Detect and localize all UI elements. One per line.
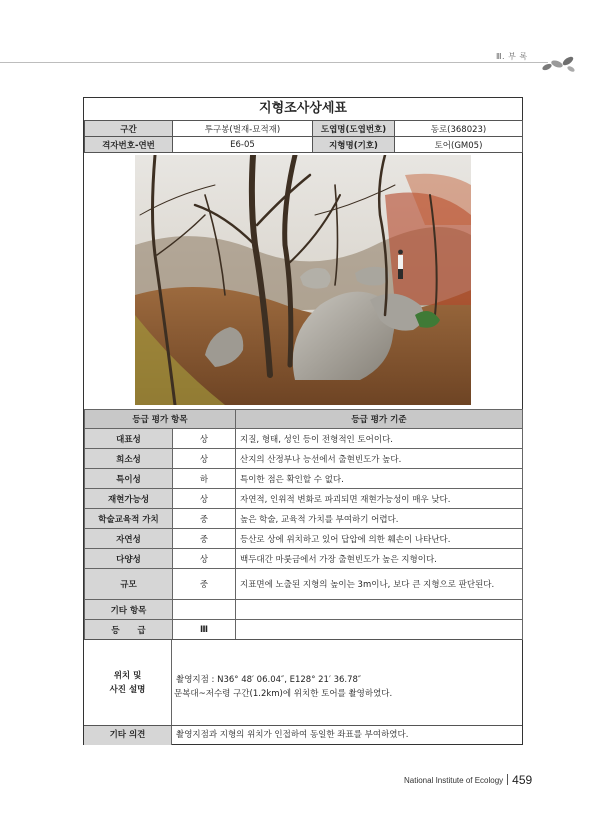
value-landform-name: 토어(GM05)	[395, 137, 523, 153]
criteria-basis	[236, 620, 523, 640]
criteria-row-grade	[85, 620, 523, 640]
location-label	[84, 640, 172, 726]
footer-divider	[507, 774, 508, 785]
criteria-basis: 백두대간 마룻금에서 가장 출현빈도가 높은 지형이다.	[236, 549, 523, 569]
info-row-1	[85, 121, 523, 137]
location-description: 문복대~저수령 구간(1.2km)에 위치한 토어를 촬영하였다.	[174, 689, 393, 699]
criteria-item: 특이성	[85, 469, 173, 489]
location-label-line2: 사진 설명	[109, 685, 146, 695]
criteria-row	[85, 449, 523, 469]
header-basis: 등급 평가 기준	[236, 410, 523, 429]
criteria-item: 학술교육적 가치	[85, 509, 173, 529]
label-map-sheet: 도엽명(도엽번호)	[313, 121, 395, 137]
location-section	[84, 639, 522, 726]
criteria-row	[85, 429, 523, 449]
criteria-grade: 상	[173, 449, 236, 469]
criteria-row	[85, 549, 523, 569]
criteria-grade: 상	[173, 429, 236, 449]
grade-value: Ⅲ	[173, 620, 236, 640]
criteria-grade: 상	[173, 489, 236, 509]
criteria-row	[85, 529, 523, 549]
criteria-basis: 자연적, 인위적 변화로 파괴되면 재현가능성이 매우 낮다.	[236, 489, 523, 509]
criteria-item: 자연성	[85, 529, 173, 549]
criteria-basis	[236, 600, 523, 620]
label-grid-number: 격자번호-연번	[85, 137, 173, 153]
criteria-basis: 등산로 상에 위치하고 있어 답압에 의한 훼손이 나타난다.	[236, 529, 523, 549]
label-section: 구간	[85, 121, 173, 137]
landform-photo	[135, 155, 471, 405]
criteria-row	[85, 489, 523, 509]
value-grid-number: E6-05	[173, 137, 313, 153]
survey-sheet	[83, 97, 523, 745]
footer-org: National Institute of Ecology	[404, 776, 504, 785]
criteria-grade: 하	[173, 469, 236, 489]
criteria-item: 다양성	[85, 549, 173, 569]
photo-area	[84, 151, 522, 410]
label-landform-name: 지형명(기호)	[313, 137, 395, 153]
opinion-value: 촬영지점과 지형의 위치가 인접하여 동일한 좌표를 부여하였다.	[176, 730, 409, 740]
criteria-item: 희소성	[85, 449, 173, 469]
criteria-grade: 중	[173, 529, 236, 549]
grade-label: 등 급	[85, 620, 173, 640]
header-rule	[0, 62, 548, 63]
criteria-row	[85, 600, 523, 620]
criteria-item: 대표성	[85, 429, 173, 449]
sheet-title: 지형조사상세표	[84, 98, 522, 121]
criteria-grade: 중	[173, 569, 236, 600]
criteria-basis: 지표면에 노출된 지형의 높이는 3m이나, 보다 큰 지형으로 판단된다.	[236, 569, 523, 600]
criteria-basis: 산지의 산정부나 능선에서 출현빈도가 높다.	[236, 449, 523, 469]
criteria-row	[85, 469, 523, 489]
criteria-row	[85, 569, 523, 600]
section-label: Ⅲ. 부 록	[496, 52, 528, 61]
criteria-header	[85, 410, 523, 429]
criteria-item: 재현가능성	[85, 489, 173, 509]
header-item: 등급 평가 항목	[85, 410, 236, 429]
value-section: 투구봉(벌재-묘적재)	[173, 121, 313, 137]
leaf-ornament-icon	[538, 52, 578, 76]
criteria-item: 규모	[85, 569, 173, 600]
location-label-line1: 위치 및	[113, 671, 142, 681]
location-coordinates: 촬영지점 : N36° 48′ 06.04″, E128° 21′ 36.78″	[176, 675, 362, 685]
page-number: 459	[512, 773, 533, 787]
criteria-grade: 상	[173, 549, 236, 569]
criteria-row	[85, 509, 523, 529]
value-map-sheet: 동로(368023)	[395, 121, 523, 137]
page-footer	[404, 773, 532, 787]
criteria-grade	[173, 600, 236, 620]
opinion-section	[84, 725, 522, 745]
criteria-table	[84, 409, 523, 640]
opinion-label: 기타 의견	[84, 726, 172, 745]
criteria-basis: 높은 학술, 교육적 가치를 부여하기 어렵다.	[236, 509, 523, 529]
criteria-basis: 특이한 점은 확인할 수 없다.	[236, 469, 523, 489]
info-table	[84, 120, 523, 153]
criteria-grade: 중	[173, 509, 236, 529]
criteria-item: 기타 항목	[85, 600, 173, 620]
criteria-basis: 지질, 형태, 성인 등이 전형적인 토어이다.	[236, 429, 523, 449]
